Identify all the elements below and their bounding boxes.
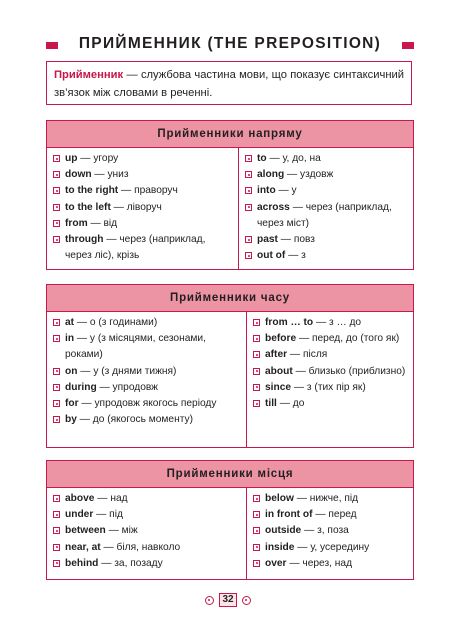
list-item: from … to — з … до	[253, 315, 408, 331]
bullet-icon	[245, 155, 252, 162]
bullet-icon	[245, 252, 252, 259]
right-column	[247, 488, 412, 579]
bullet-icon	[53, 495, 60, 502]
left-column	[47, 148, 239, 269]
bullet-icon	[53, 416, 60, 423]
list-item: across — через (наприклад, через міст)	[245, 200, 408, 232]
bullet-icon	[53, 384, 60, 391]
right-column	[247, 312, 412, 447]
bullet-icon	[253, 495, 260, 502]
bullet-icon	[253, 400, 260, 407]
list-item: during — упродовж	[53, 380, 242, 396]
bullet-icon	[53, 236, 60, 243]
title-bar-left	[46, 42, 58, 49]
bullet-icon	[53, 335, 60, 342]
left-column	[47, 488, 247, 579]
bullet-icon	[253, 544, 260, 551]
bullet-icon	[253, 511, 260, 518]
bullet-icon	[53, 220, 60, 227]
definition-text: — службова частина мови, що показує синтаксичний зв’язок між словами в реченні.	[54, 69, 404, 99]
list-item: behind — за, позаду	[53, 556, 242, 572]
list-item: in front of — перед	[253, 507, 408, 523]
bullet-icon	[253, 527, 260, 534]
title-bar-right	[402, 42, 414, 49]
bullet-icon	[245, 204, 252, 211]
list-item: from — від	[53, 216, 234, 232]
section-time	[46, 284, 414, 448]
section-heading: Прийменники напряму	[47, 121, 413, 148]
list-item: on — у (з днями тижня)	[53, 364, 242, 380]
list-item: since — з (тих пір як)	[253, 380, 408, 396]
bullet-icon	[53, 560, 60, 567]
section-heading: Прийменники місця	[47, 461, 413, 488]
bullet-icon	[253, 351, 260, 358]
definition-box	[46, 61, 412, 105]
bullet-icon	[253, 368, 260, 375]
list-item: till — до	[253, 396, 408, 412]
bullet-icon	[245, 236, 252, 243]
bullet-icon	[53, 544, 60, 551]
bullet-icon	[53, 171, 60, 178]
list-item: in — у (з місяцями, сезонами, роками)	[53, 331, 242, 363]
section-place	[46, 460, 414, 580]
bullet-icon	[245, 171, 252, 178]
list-item: below — нижче, під	[253, 491, 408, 507]
list-item: to the left — ліворуч	[53, 200, 234, 216]
definition-term: Прийменник	[54, 69, 124, 81]
list-item: between — між	[53, 523, 242, 539]
bullet-icon	[253, 384, 260, 391]
section-heading: Прийменники часу	[47, 285, 413, 312]
list-item: before — перед, до (того як)	[253, 331, 408, 347]
list-item: about — близько (приблизно)	[253, 364, 408, 380]
page-title-row	[46, 35, 414, 55]
list-item: to the right — праворуч	[53, 183, 234, 199]
list-item: under — під	[53, 507, 242, 523]
section-direction	[46, 120, 414, 270]
list-item: out of — з	[245, 248, 408, 264]
list-item: to — у, до, на	[245, 151, 408, 167]
list-item: over — через, над	[253, 556, 408, 572]
page-number-block	[203, 592, 253, 608]
right-column	[239, 148, 412, 269]
list-item: through — через (наприклад, через ліс), крізь	[53, 232, 234, 264]
list-item: after — після	[253, 347, 408, 363]
bullet-icon	[53, 527, 60, 534]
bullet-icon	[245, 187, 252, 194]
bullet-icon	[53, 155, 60, 162]
list-item: up — угору	[53, 151, 234, 167]
bullet-icon	[253, 319, 260, 326]
flower-ornament-icon	[242, 596, 251, 605]
list-item: inside — у, усередину	[253, 540, 408, 556]
flower-ornament-icon	[205, 596, 214, 605]
list-item: down — униз	[53, 167, 234, 183]
list-item: at — о (з годинами)	[53, 315, 242, 331]
bullet-icon	[53, 368, 60, 375]
list-item: into — у	[245, 183, 408, 199]
bullet-icon	[53, 204, 60, 211]
list-item: by — до (якогось моменту)	[53, 412, 242, 428]
list-item: along — уздовж	[245, 167, 408, 183]
list-item: above — над	[53, 491, 242, 507]
bullet-icon	[253, 335, 260, 342]
bullet-icon	[53, 187, 60, 194]
page-title: ПРИЙМЕННИК (THE PREPOSITION)	[78, 35, 382, 52]
list-item: outside — з, поза	[253, 523, 408, 539]
left-column	[47, 312, 247, 447]
list-item: past — повз	[245, 232, 408, 248]
bullet-icon	[53, 511, 60, 518]
bullet-icon	[253, 560, 260, 567]
bullet-icon	[53, 400, 60, 407]
page-number: 32	[219, 593, 236, 607]
list-item: near, at — біля, навколо	[53, 540, 242, 556]
list-item: for — упродовж якогось періоду	[53, 396, 242, 412]
bullet-icon	[53, 319, 60, 326]
